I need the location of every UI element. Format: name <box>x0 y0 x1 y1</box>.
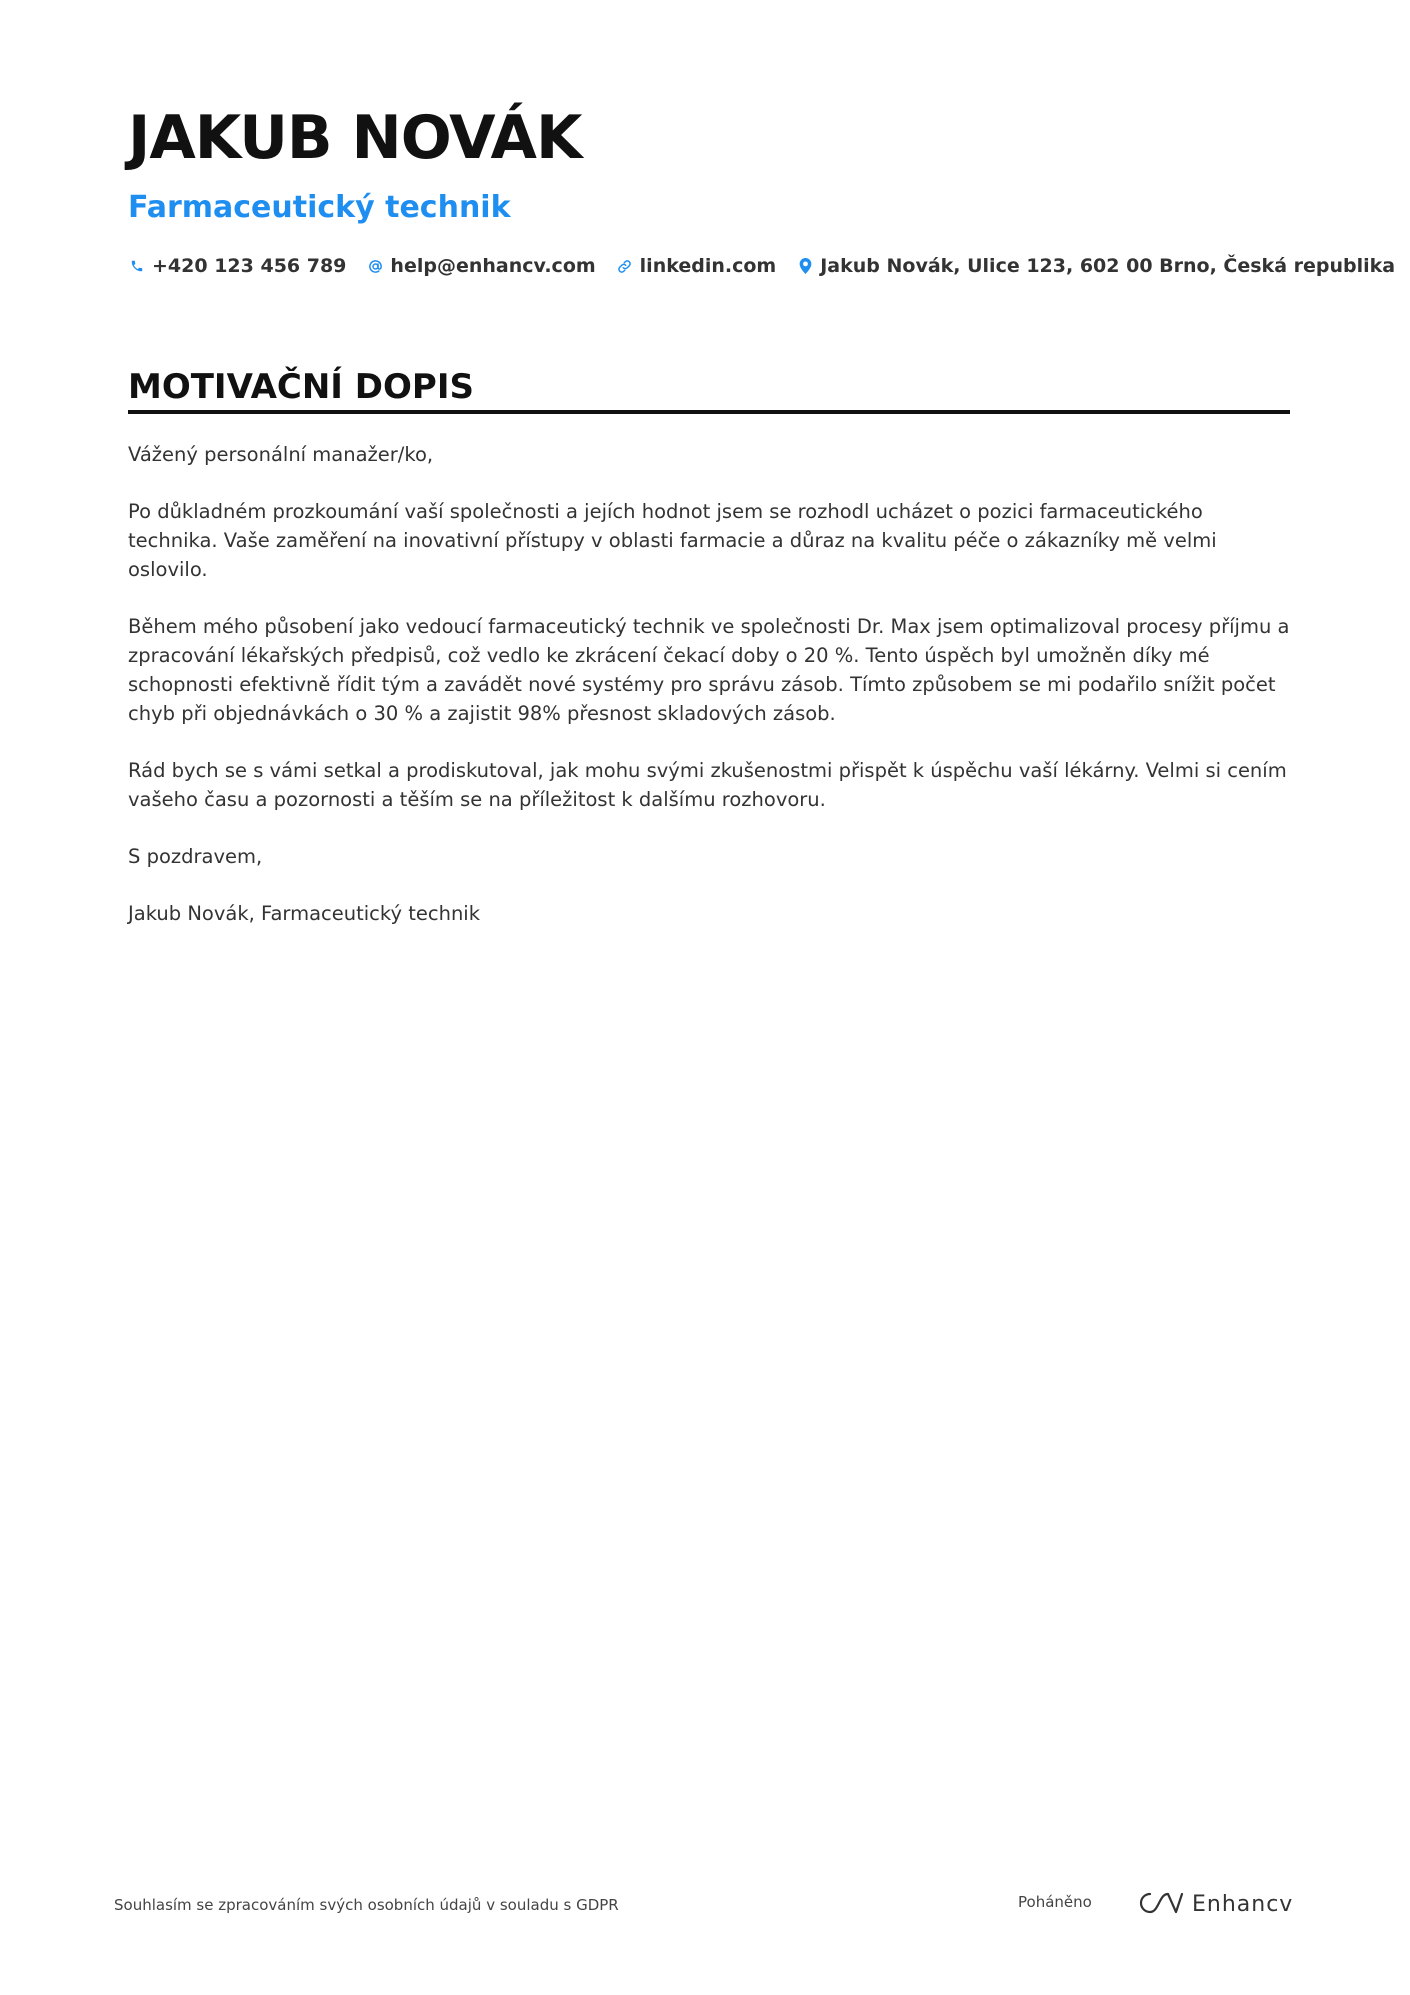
letter-paragraph: Po důkladném prozkoumání vaší společnosti a jejích hodnot jsem se rozhodl ucházet o pozici farmaceutického technika. Vaše zaměření na inovativní přístupy v oblasti farmacie a důraz na kvalitu péče o zákazníky mě velmi oslovilo. <box>128 500 1217 581</box>
enhancv-logo[interactable] <box>1138 1890 1293 1920</box>
letter-closing: S pozdravem, <box>128 845 263 868</box>
section-divider <box>128 410 1290 414</box>
contact-email-text: help@enhancv.com <box>390 255 596 277</box>
letter-paragraph: Během mého působení jako vedoucí farmaceutický technik ve společnosti Dr. Max jsem optimalizoval procesy příjmu a zpracování lékařských předpisů, což vedlo ke zkrácení čekací doby o 20 %. Tento úspěch byl umožněn díky mé schopnosti efektivně řídit tým a zavádět nové systémy pro správu zásob. Tímto způsobem se mi podařilo snížit počet chyb při objednávkách o 30 % a zajistit 98% přesnost skladových zásob. <box>128 615 1290 725</box>
contact-linkedin-text: linkedin.com <box>639 255 777 277</box>
contact-email[interactable] <box>366 255 595 277</box>
applicant-name: JAKUB NOVÁK <box>128 103 582 173</box>
enhancv-logo-icon <box>1138 1890 1184 1920</box>
location-pin-icon <box>796 257 814 275</box>
letter-paragraph: Rád bych se s vámi setkal a prodiskutoval, jak mohu svými zkušenostmi přispět k úspěchu vaší lékárny. Velmi si cením vašeho času a pozornosti a těším se na příležitost k dalšímu rozhovoru. <box>128 759 1287 811</box>
powered-by-text: Poháněno <box>1018 1893 1092 1911</box>
contact-address-text: Jakub Novák, Ulice 123, 602 00 Brno, Česká republika <box>820 255 1396 277</box>
letter-signature: Jakub Novák, Farmaceutický technik <box>128 902 481 925</box>
link-icon <box>616 257 634 275</box>
contact-linkedin[interactable] <box>616 255 777 277</box>
contact-phone-text: +420 123 456 789 <box>152 255 347 277</box>
section-title: MOTIVAČNÍ DOPIS <box>128 367 474 407</box>
letter-body <box>128 440 1290 956</box>
phone-icon <box>128 257 146 275</box>
contact-phone[interactable] <box>128 255 346 277</box>
job-title: Farmaceutický technik <box>128 190 511 225</box>
contact-bar <box>128 255 1410 277</box>
contact-address <box>796 255 1395 277</box>
at-icon <box>366 257 384 275</box>
letter-greeting: Vážený personální manažer/ko, <box>128 443 434 466</box>
gdpr-consent-text: Souhlasím se zpracováním svých osobních údajů v souladu s GDPR <box>114 1896 619 1914</box>
enhancv-brand-text: Enhancv <box>1192 1892 1294 1917</box>
